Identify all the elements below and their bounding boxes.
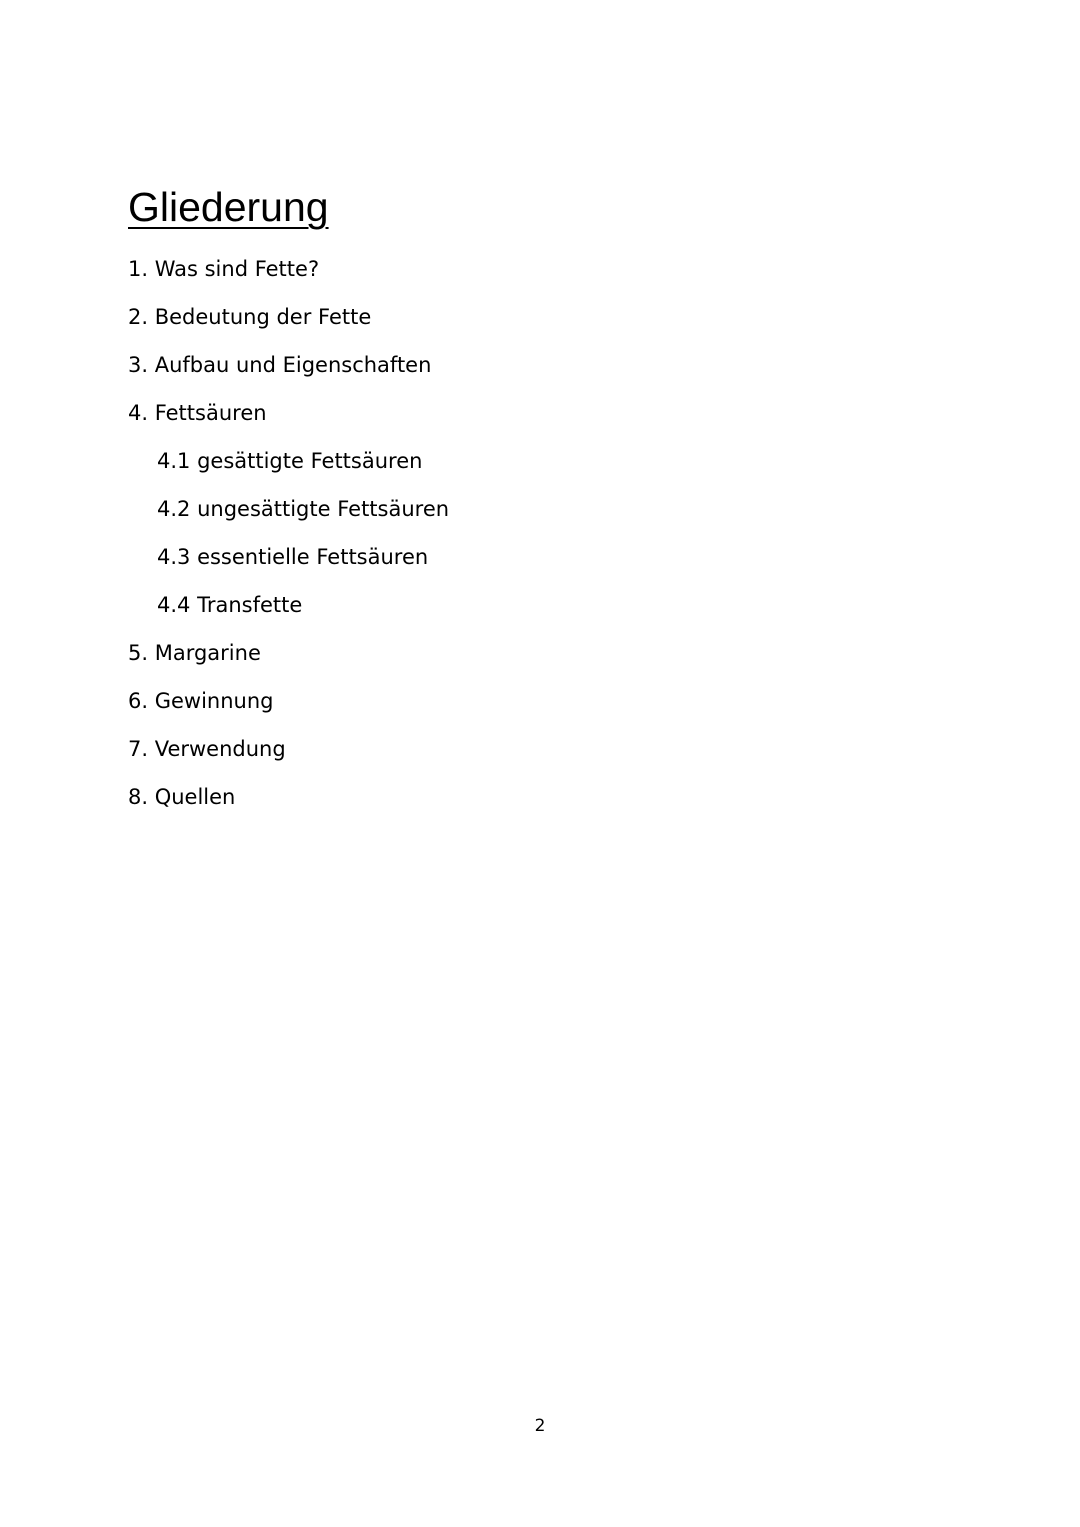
toc-item-4: 4. Fettsäuren <box>128 401 267 425</box>
toc-item-7: 7. Verwendung <box>128 737 286 761</box>
toc-item-4-2: 4.2 ungesättigte Fettsäuren <box>157 497 450 521</box>
table-of-contents <box>128 249 449 825</box>
toc-item-2: 2. Bedeutung der Fette <box>128 305 372 329</box>
toc-item-8: 8. Quellen <box>128 785 236 809</box>
toc-item-5: 5. Margarine <box>128 641 261 665</box>
toc-item-4-4: 4.4 Transfette <box>157 593 303 617</box>
toc-item-1: 1. Was sind Fette? <box>128 257 320 281</box>
page-title: Gliederung <box>128 184 329 230</box>
toc-item-3: 3. Aufbau und Eigenschaften <box>128 353 432 377</box>
page-number: 2 <box>534 1416 546 1436</box>
toc-item-4-1: 4.1 gesättigte Fettsäuren <box>157 449 423 473</box>
toc-item-6: 6. Gewinnung <box>128 689 274 713</box>
toc-item-4-3: 4.3 essentielle Fettsäuren <box>157 545 429 569</box>
